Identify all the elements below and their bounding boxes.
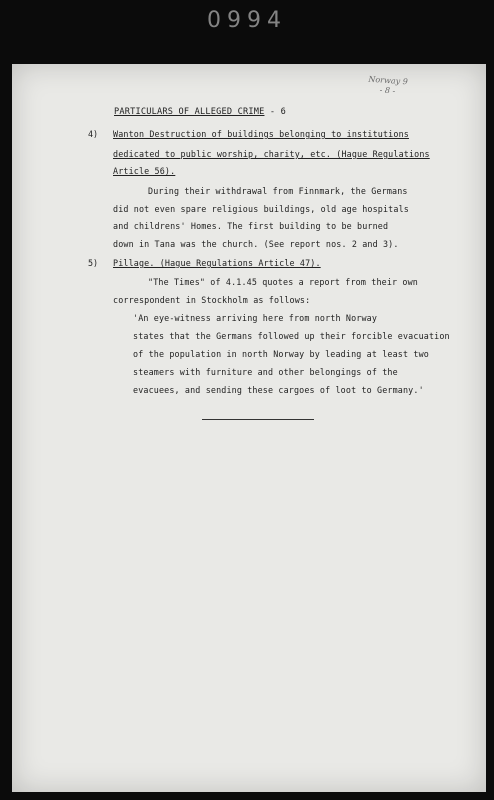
item-title: Pillage. (Hague Regulations Article 47). (113, 258, 321, 268)
heading-title: PARTICULARS OF ALLEGED CRIME (114, 107, 265, 117)
heading-page-number: - 6 (264, 107, 286, 117)
quote-line: of the population in north Norway by leading at least two (133, 349, 429, 359)
document-page (12, 64, 486, 792)
quote-line: states that the Germans followed up their forcible evacuation (133, 331, 450, 341)
paragraph-line: and childrens' Homes. The first building to be burned (113, 221, 389, 231)
item-title-line: Article 56). (113, 166, 176, 176)
paragraph-line: "The Times" of 4.1.45 quotes a report from their own (148, 277, 418, 287)
paragraph-line: down in Tana was the church. (See report nos. 2 and 3). (113, 239, 399, 249)
handwritten-annotation (367, 75, 408, 98)
paragraph-line: During their withdrawal from Finnmark, the Germans (148, 186, 408, 196)
item-title-line: dedicated to public worship, charity, etc. (Hague Regulations (113, 149, 430, 159)
paragraph-line: did not even spare religious buildings, old age hospitals (113, 204, 409, 214)
item-title-line: Wanton Destruction of buildings belonging to institutions (113, 129, 409, 139)
paragraph-line: correspondent in Stockholm as follows: (113, 295, 311, 305)
film-frame-number: 0994 (207, 8, 287, 33)
handwritten-note-line: Norway 9 (368, 74, 409, 87)
quote-line: evacuees, and sending these cargoes of loot to Germany.' (133, 385, 424, 395)
quote-line: steamers with furniture and other belongings of the (133, 367, 398, 377)
item-number: 5) (88, 258, 99, 268)
quote-line: 'An eye-witness arriving here from north Norway (133, 313, 378, 323)
handwritten-note-line: - 8 - (379, 85, 396, 96)
item-number: 4) (88, 129, 99, 139)
section-divider (202, 419, 314, 420)
section-heading (114, 107, 286, 117)
